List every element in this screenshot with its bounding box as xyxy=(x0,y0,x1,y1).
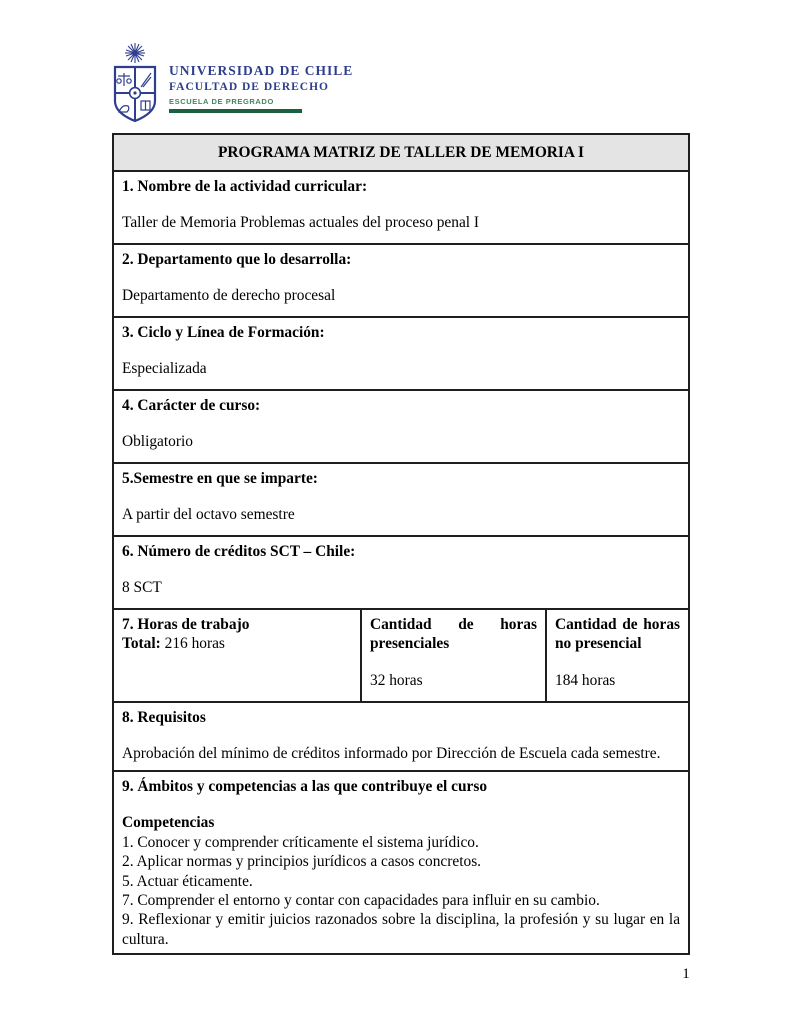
table-row xyxy=(113,317,689,390)
universidad-de-chile-crest-icon xyxy=(110,42,160,126)
hours-no-presencial-cell xyxy=(546,609,689,702)
total-label: Total: xyxy=(122,635,161,653)
row-value: 8 SCT xyxy=(122,579,162,597)
row-label: 7. Horas de trabajo xyxy=(122,616,250,633)
table-row xyxy=(113,171,689,244)
table-row xyxy=(113,702,689,771)
table-row xyxy=(113,536,689,609)
row-value: Taller de Memoria Problemas actuales del proceso penal I xyxy=(122,214,480,232)
table-title-row xyxy=(113,134,689,171)
university-logo xyxy=(110,42,353,126)
table-row xyxy=(113,244,689,317)
page-number: 1 xyxy=(682,966,690,982)
competencias-list xyxy=(122,833,680,949)
row-label: 3. Ciclo y Línea de Formación: xyxy=(122,324,325,341)
table-title: PROGRAMA MATRIZ DE TALLER DE MEMORIA I xyxy=(113,134,689,171)
row-label: 6. Número de créditos SCT – Chile: xyxy=(122,543,356,560)
program-matrix-table xyxy=(112,133,690,955)
row-value: A partir del octavo semestre xyxy=(122,506,295,524)
row-label: 4. Carácter de curso: xyxy=(122,397,261,414)
column-value: 184 horas xyxy=(555,671,616,689)
column-label: Cantidad de horas presenciales xyxy=(370,616,537,653)
logo-text-block xyxy=(169,42,353,126)
row-value: Aprobación del mínimo de créditos informado por Dirección de Escuela cada semestre. xyxy=(122,745,661,763)
faculty-name: FACULTAD DE DERECHO xyxy=(169,81,329,93)
list-item: 1. Conocer y comprender críticamente el sistema jurídico. xyxy=(122,833,479,851)
row-label: 2. Departamento que lo desarrolla: xyxy=(122,251,352,268)
hours-row xyxy=(113,609,689,702)
table-row xyxy=(113,463,689,536)
row-label: 9. Ámbitos y competencias a las que contribuye el curso xyxy=(122,778,488,795)
total-value: 216 horas xyxy=(164,635,225,653)
list-item: 9. Reflexionar y emitir juicios razonados sobre la disciplina, la profesión y su lugar en la cultura. xyxy=(122,911,681,948)
row-label: 8. Requisitos xyxy=(122,709,206,726)
table-row xyxy=(113,390,689,463)
row-label: 5.Semestre en que se imparte: xyxy=(122,470,318,487)
list-item: 5. Actuar éticamente. xyxy=(122,872,253,890)
school-name: ESCUELA DE PREGRADO xyxy=(169,97,274,106)
hours-total-line xyxy=(122,634,352,653)
competencias-subheading: Competencias xyxy=(122,814,215,832)
university-name: UNIVERSIDAD DE CHILE xyxy=(169,63,354,78)
hours-total-cell xyxy=(113,609,361,702)
list-item: 2. Aplicar normas y principios jurídicos a casos concretos. xyxy=(122,853,482,871)
list-item: 7. Comprender el entorno y contar con capacidades para influir en su cambio. xyxy=(122,892,600,910)
column-label: Cantidad de horas no presencial xyxy=(555,616,681,653)
column-value: 32 horas xyxy=(370,671,423,689)
row-value: Departamento de derecho procesal xyxy=(122,287,336,305)
row-value: Obligatorio xyxy=(122,433,193,451)
hours-presencial-cell xyxy=(361,609,546,702)
competencias-row xyxy=(113,771,689,954)
row-label: 1. Nombre de la actividad curricular: xyxy=(122,178,368,195)
logo-underline-bar xyxy=(169,109,302,113)
row-value: Especializada xyxy=(122,360,207,378)
